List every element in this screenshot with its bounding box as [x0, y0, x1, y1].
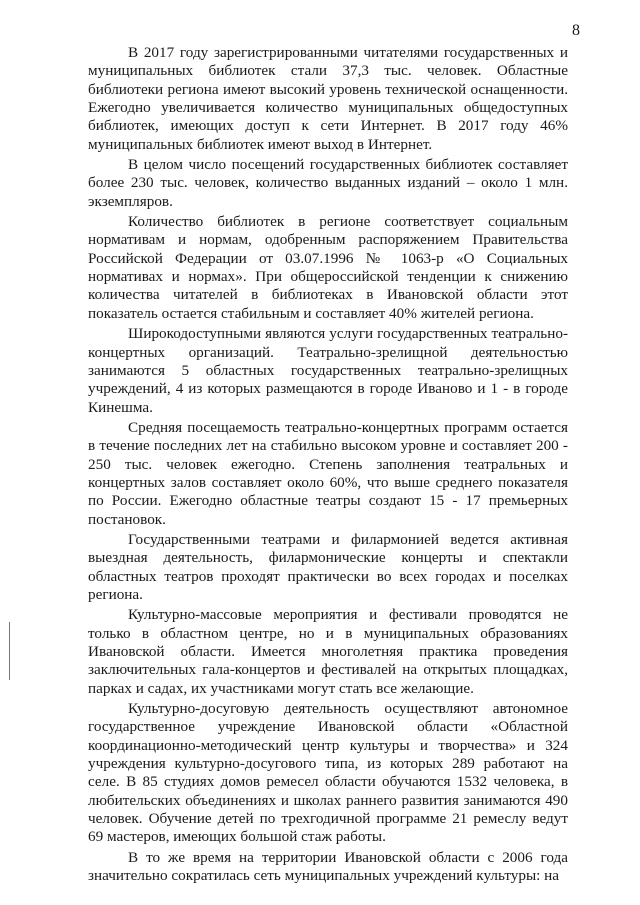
scan-margin-mark [9, 622, 10, 680]
document-body [88, 44, 568, 887]
page-number: 8 [572, 22, 580, 39]
paragraph-library-visits: В целом число посещений государственных библиотек составляет более 230 тыс. человек, количество выданных изданий – около 1 млн. экземпляров. [88, 156, 568, 210]
paragraph-library-readers: В 2017 году зарегистрированными читателями государственных и муниципальных библиотек стали 37,3 тыс. человек. Областные библиотеки региона имеют высокий уровень технической оснащенности. Ежегодно увеличивается количество муниципальных общедоступных библиотек, имеющих доступ к сети Интернет. В 2017 году 46% муниципальных библиотек имеют выход в Интернет. [88, 44, 568, 153]
paragraph-library-count: Количество библиотек в регионе соответствует социальным нормативам и нормам, одобренным распоряжением Правительства Российской Федерации от 03.07.1996 № 1063-р «О Социальных нормативах и нормах». При общероссийской тенденции к снижению количества читателей в библиотеках в Ивановской области этот показатель остается стабильным и составляет 40% жителей региона. [88, 213, 568, 322]
paragraph-theatre-attendance: Средняя посещаемость театрально-концертных программ остается в течение последних лет на стабильно высоком уровне и составляет 200 - 250 тыс. человек ежегодно. Степень заполнения театральных и концертных залов составляет около 60%, что выше среднего показателя по России. Ежегодно областные театры создают 15 - 17 премьерных постановок. [88, 418, 568, 528]
paragraph-theatre-organizations: Широкодоступными являются услуги государственных театрально-концертных организаций. Театрально-зрелищной деятельностью занимаются 5 областных государственных театрально-зрелищных учреждений, 4 из которых размещаются в городе Иваново и 1 - в городе Кинешма. [88, 325, 568, 416]
paragraph-cultural-leisure: Культурно-досуговую деятельность осуществляют автономное государственное учреждение Ивановской области «Областной координационно-методический центр культуры и творчества» и 324 учреждения культурно-досугового типа, из которых 289 работают на селе. В 85 студиях домов ремесел области обучаются 1532 человека, в любительских объединениях и школах раннего развития занимаются 490 человек. Обучение детей по трехгодичной программе 21 ремеслу ведут 69 мастеров, имеющих большой стаж работы. [88, 700, 568, 846]
paragraph-touring-activity: Государственными театрами и филармонией ведется активная выездная деятельность, филармонические концерты и спектакли областных театров проходят практически во всех городах и поселках региона. [88, 530, 568, 603]
paragraph-festivals: Культурно-массовые мероприятия и фестивали проводятся не только в областном центре, но и в муниципальных образованиях Ивановской области. Имеется многолетняя практика проведения заключительных гала-концертов и фестивалей на открытых площадках, парках и садах, их участниками могут стать все желающие. [88, 606, 568, 697]
paragraph-network-reduction: В то же время на территории Ивановской области с 2006 года значительно сократилась сеть муниципальных учреждений культуры: на [88, 848, 568, 885]
